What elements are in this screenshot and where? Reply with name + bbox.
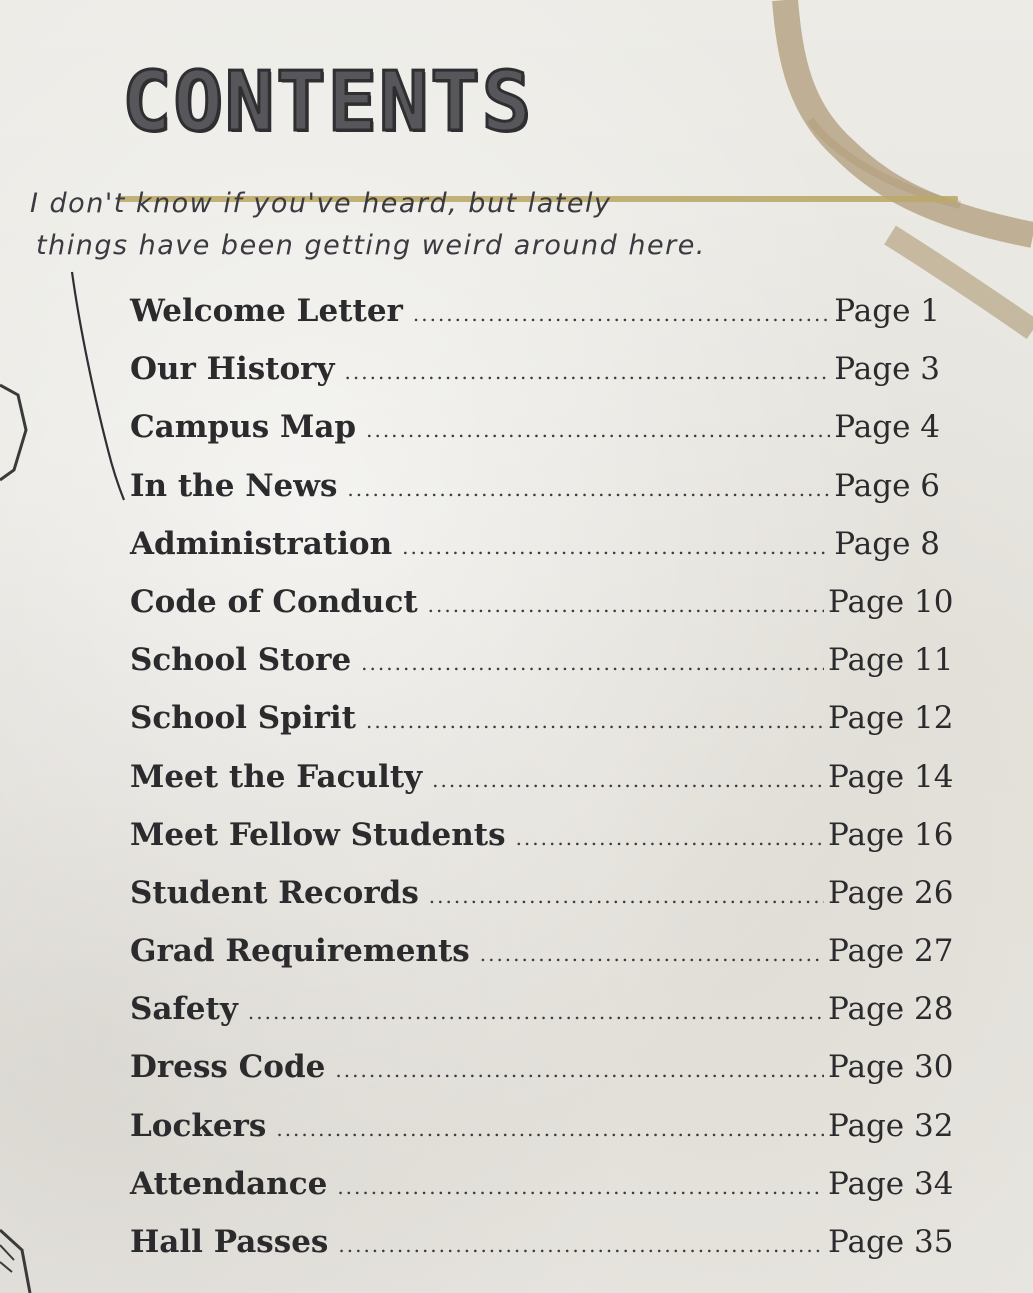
toc-entry-label: Code of Conduct <box>130 583 418 620</box>
toc-entry[interactable] <box>130 1049 954 1107</box>
dot-leader <box>413 302 830 326</box>
toc-entry-page: Page 1 <box>834 293 940 329</box>
dot-leader <box>345 360 831 384</box>
dot-leader <box>347 477 830 501</box>
page-title: CONTENTS <box>122 55 533 150</box>
toc-entry[interactable] <box>130 1165 954 1224</box>
toc-entry-label: Meet Fellow Students <box>130 816 506 853</box>
toc-entry-label: Attendance <box>130 1165 328 1202</box>
toc-entry[interactable] <box>130 700 954 758</box>
toc-entry-label: Dress Code <box>130 1049 326 1086</box>
toc-entry-page: Page 35 <box>828 1224 954 1260</box>
dot-leader <box>248 1000 824 1024</box>
toc-entry-page: Page 27 <box>828 933 954 970</box>
toc-entry[interactable] <box>130 526 940 584</box>
toc-entry[interactable] <box>130 816 954 875</box>
toc-entry[interactable] <box>130 583 954 642</box>
toc-entry-label: Lockers <box>130 1107 267 1144</box>
dot-leader <box>361 651 824 675</box>
toc-entry-label: School Store <box>130 642 352 679</box>
toc-entry-label: Administration <box>130 525 393 562</box>
toc-entry-page: Page 14 <box>828 758 954 795</box>
toc-entry-page: Page 4 <box>834 409 940 446</box>
toc-entry[interactable] <box>130 758 954 817</box>
toc-entry-page: Page 3 <box>834 351 940 388</box>
toc-entry-label: School Spirit <box>130 700 356 737</box>
toc-entry-page: Page 8 <box>834 525 940 562</box>
toc-entry[interactable] <box>130 1224 954 1282</box>
toc-entry[interactable] <box>130 1107 954 1166</box>
dot-leader <box>480 942 824 966</box>
dot-leader <box>428 593 824 617</box>
toc-entry-label: Meet the Faculty <box>130 758 423 795</box>
toc-entry-page: Page 34 <box>828 1165 954 1202</box>
toc-entry[interactable] <box>130 874 954 933</box>
dot-leader <box>402 535 830 559</box>
toc-entry-page: Page 26 <box>828 874 954 911</box>
toc-entry-page: Page 6 <box>834 467 940 504</box>
dot-leader <box>366 418 830 442</box>
dot-leader <box>337 1175 824 1199</box>
toc-entry-label: Welcome Letter <box>130 293 403 329</box>
toc-entry-page: Page 11 <box>828 642 954 679</box>
toc-entry[interactable] <box>130 468 940 526</box>
toc-entry-page: Page 16 <box>828 816 954 853</box>
toc-entry-page: Page 12 <box>828 700 954 737</box>
toc-entry-label: Hall Passes <box>130 1224 329 1260</box>
toc-entry-page: Page 32 <box>828 1107 954 1144</box>
dot-leader <box>432 768 824 792</box>
dot-leader <box>366 709 824 733</box>
toc-entry[interactable] <box>130 933 954 991</box>
toc-entry-page: Page 28 <box>828 991 954 1028</box>
toc-entry[interactable] <box>130 409 940 467</box>
toc-entry[interactable] <box>130 991 954 1049</box>
toc-entry[interactable] <box>130 642 954 700</box>
toc-entry-label: Campus Map <box>130 409 357 446</box>
toc-entry-page: Page 30 <box>828 1049 954 1086</box>
dot-leader <box>335 1058 824 1082</box>
toc-entry-label: Our History <box>130 351 335 388</box>
toc-entry-label: Student Records <box>130 874 419 911</box>
dot-leader <box>276 1117 824 1141</box>
table-of-contents <box>130 293 954 1282</box>
toc-entry-label: Safety <box>130 991 238 1028</box>
toc-entry[interactable] <box>130 293 940 351</box>
toc-entry[interactable] <box>130 351 940 409</box>
handwritten-note-line-1: I don't know if you've heard, but lately <box>30 188 612 219</box>
dot-leader <box>429 884 824 908</box>
toc-entry-label: In the News <box>130 467 338 504</box>
toc-entry-page: Page 10 <box>828 583 954 620</box>
dot-leader <box>338 1233 824 1257</box>
dot-leader <box>516 826 824 850</box>
toc-entry-label: Grad Requirements <box>130 933 470 970</box>
handwritten-note-line-2: things have been getting weird around here. <box>36 230 706 261</box>
